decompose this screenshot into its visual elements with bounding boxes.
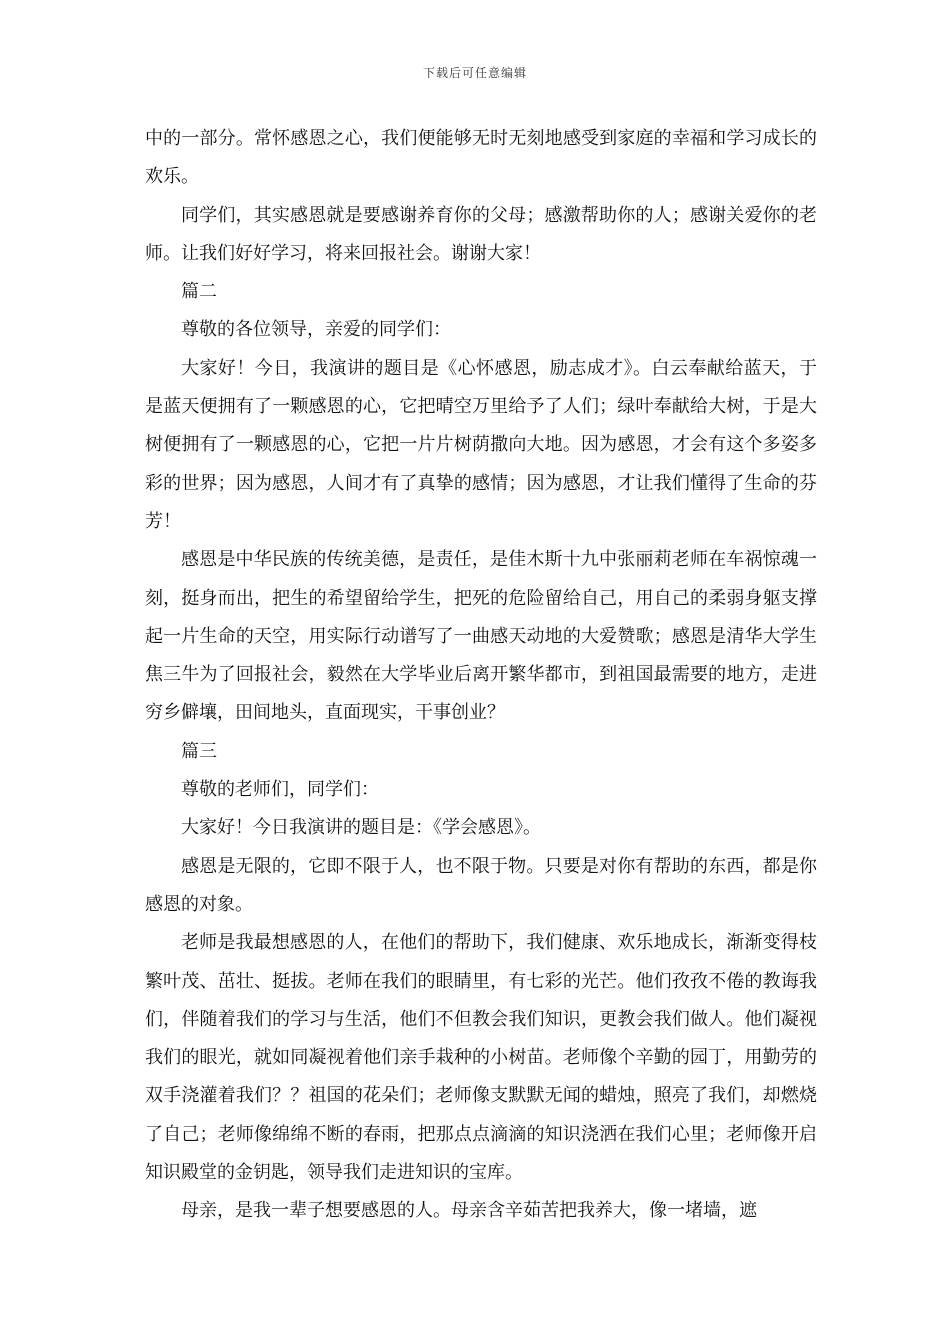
- document-body: [145, 120, 817, 1231]
- paragraph: 感恩是无限的，它即不限于人，也不限于物。只要是对你有帮助的东西，都是你感恩的对象。: [145, 855, 817, 915]
- paragraph: 同学们，其实感恩就是要感谢养育你的父母；感激帮助你的人；感谢关爱你的老师。让我们好好学习，将来回报社会。谢谢大家！: [145, 204, 817, 264]
- section-heading: 篇二: [181, 281, 217, 303]
- paragraph: 感恩是中华民族的传统美德，是责任，是佳木斯十九中张丽莉老师在车祸惊魂一刻，挺身而出，把生的希望留给学生，把死的危险留给自己，用自己的柔弱身躯支撑起一片生命的天空，用实际行动谱写了一曲感天动地的大爱赞歌；感恩是清华大学生焦三牛为了回报社会，毅然在大学毕业后离开繁华都市，到祖国最需要的地方，走进穷乡僻壤，田间地头，直面现实，干事创业？: [145, 549, 817, 724]
- salutation: 尊敬的老师们，同学们：: [181, 779, 379, 801]
- paragraph: 大家好！今日，我演讲的题目是《心怀感恩，励志成才》。白云奉献给蓝天，于是蓝天便拥有了一颗感恩的心，它把晴空万里给予了人们；绿叶奉献给大树，于是大树便拥有了一颗感恩的心，它把一片片树荫撒向大地。因为感恩，才会有这个多姿多彩的世界；因为感恩，人间才有了真挚的感情；因为感恩，才让我们懂得了生命的芬芳！: [145, 357, 817, 532]
- salutation: 尊敬的各位领导，亲爱的同学们：: [181, 319, 451, 341]
- paragraph: 母亲，是我一辈子想要感恩的人。母亲含辛茹苦把我养大，像一堵墙，遮: [181, 1200, 757, 1222]
- paragraph: 大家好！今日我演讲的题目是：《学会感恩》。: [181, 817, 541, 839]
- page-header: 下载后可任意编辑: [422, 66, 527, 80]
- paragraph: 老师是我最想感恩的人，在他们的帮助下，我们健康、欢乐地成长，渐渐变得枝繁叶茂、茁壮、挺拔。老师在我们的眼睛里，有七彩的光芒。他们孜孜不倦的教诲我们，伴随着我们的学习与生活，他们不但教会我们知识，更教会我们做人。他们凝视我们的眼光，就如同凝视着他们亲手栽种的小树苗。老师像个辛勤的园丁，用勤劳的双手浇灌着我们？？祖国的花朵们；老师像支默默无闻的蜡烛，照亮了我们，却燃烧了自己；老师像绵绵不断的春雨，把那点点滴滴的知识浇洒在我们心里；老师像开启知识殿堂的金钥匙，领导我们走进知识的宝库。: [145, 932, 817, 1184]
- paragraph: 中的一部分。常怀感恩之心，我们便能够无时无刻地感受到家庭的幸福和学习成长的欢乐。: [145, 128, 817, 188]
- section-heading: 篇三: [181, 740, 217, 762]
